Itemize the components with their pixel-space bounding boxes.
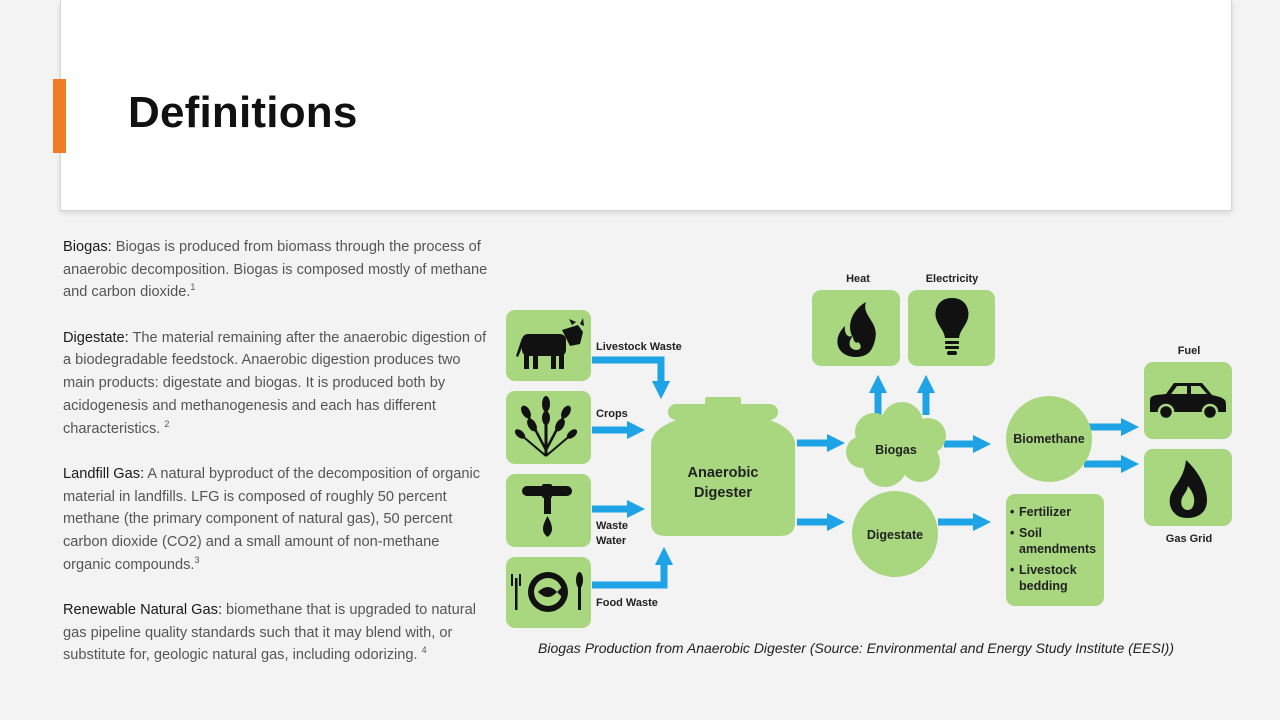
- footnote-ref: 2: [164, 418, 170, 429]
- biomethane-label: Biomethane: [1013, 432, 1085, 446]
- arrow-livestock-to-digester: [592, 360, 661, 390]
- digestate-node: [852, 491, 938, 577]
- fuel-label: Fuel: [1177, 345, 1201, 357]
- electricity-label: Electricity: [925, 273, 979, 285]
- label-livestock-waste: Livestock Waste: [596, 341, 682, 353]
- biogas-label: Biogas: [875, 443, 917, 457]
- definition-landfill-gas: [63, 463, 488, 577]
- digestate-label: Digestate: [866, 528, 924, 542]
- definitions-list: [63, 236, 488, 690]
- bullet: •: [1010, 505, 1015, 519]
- biogas-node: [846, 402, 946, 487]
- gas-grid-box: [1144, 449, 1232, 526]
- definition-term: Biogas :: [63, 239, 116, 255]
- definition-term: Digestate :: [63, 330, 133, 346]
- fuel-box: [1144, 362, 1232, 439]
- definition-term: Renewable Natural Gas :: [63, 602, 226, 618]
- use-bedding-line2: bedding: [1019, 579, 1068, 593]
- definition-text: biomethane that is upgraded to natural gas pipeline quality standards such that it may blend with, or substitute for, geologic natural gas, including odorizing.: [63, 601, 476, 664]
- diagram-caption: Biogas Production from Anaerobic Digester (Source: Environmental and Energy Study Institute (EESI)): [538, 640, 1175, 656]
- anaerobic-digester: [651, 397, 795, 536]
- wastewater-box: [506, 474, 591, 547]
- use-bedding-line1: Livestock: [1019, 563, 1077, 577]
- footnote-ref: 4: [421, 645, 427, 656]
- definition-term: Landfill Gas :: [63, 466, 147, 482]
- digester-label-line2: Digester: [693, 485, 753, 501]
- definition-digestate: [63, 327, 488, 441]
- definition-text: Biogas is produced from biomass through the process of anaerobic decomposition. Biogas is composed mostly of methane and carbon dioxide.: [63, 239, 488, 301]
- label-food-waste: Food Waste: [596, 597, 658, 609]
- livestock-box: [506, 310, 591, 381]
- digestate-uses-box: [1006, 494, 1104, 606]
- use-soil-line1: Soil: [1019, 526, 1042, 540]
- bullet: •: [1010, 563, 1015, 577]
- definition-text: A natural byproduct of the decomposition of organic material in landfills. LFG is composed of roughly 50 percent methane (the primary component of natural gas), 50 percent carbon dioxide (CO2) and a small amount of non-methane organic compounds.: [63, 465, 481, 573]
- heat-label: Heat: [846, 273, 870, 285]
- label-waste-water-line1: Waste: [596, 520, 628, 532]
- heat-box: [812, 290, 900, 366]
- definition-biogas: [63, 236, 488, 304]
- definition-text: The material remaining after the anaerobic digestion of a biodegradable feedstock. Anaerobic digestion produces two main products: digestate and biogas. It is produced both by acidogenesis and methanogenesis and each has different characteristics.: [63, 329, 487, 437]
- label-waste-water-line2: Water: [596, 535, 627, 547]
- footnote-ref: 3: [194, 554, 200, 565]
- page-title: Definitions: [128, 88, 358, 137]
- title-accent-bar: [53, 79, 66, 153]
- label-crops: Crops: [596, 408, 628, 420]
- definition-renewable-natural-gas: [63, 599, 488, 667]
- gas-grid-label: Gas Grid: [1165, 533, 1213, 545]
- biomethane-node: [1006, 396, 1092, 482]
- use-soil-line2: amendments: [1019, 542, 1097, 556]
- use-fertilizer: Fertilizer: [1019, 505, 1072, 519]
- crops-box: [506, 391, 591, 464]
- electricity-box: [908, 290, 995, 366]
- food-waste-box: [506, 557, 591, 628]
- arrow-food-to-digester: [592, 556, 664, 585]
- bullet: •: [1010, 526, 1015, 540]
- footnote-ref: 1: [190, 282, 196, 293]
- biogas-process-diagram: [500, 260, 1240, 635]
- digester-label-line1: Anaerobic: [687, 465, 759, 481]
